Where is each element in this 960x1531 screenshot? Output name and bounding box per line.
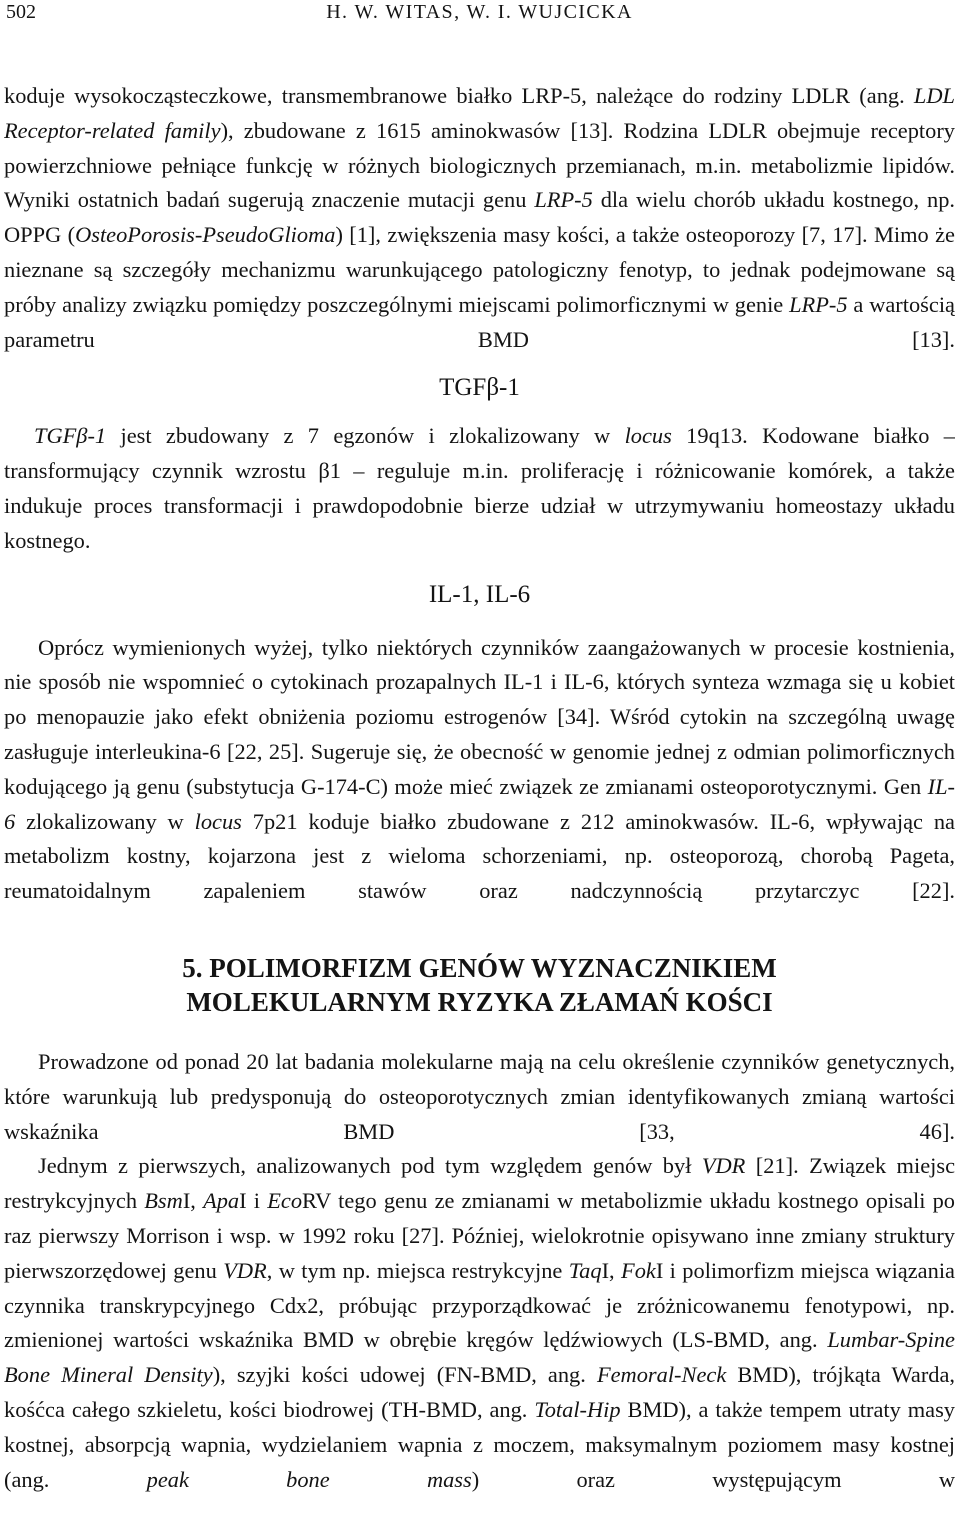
enzyme-name: Taq bbox=[568, 1257, 602, 1283]
term-italic: locus bbox=[194, 808, 242, 834]
gene-name: VDR bbox=[701, 1153, 746, 1179]
section-heading-line-2: MOLEKULARNYM RYZYKA ZŁAMAŃ KOŚCI bbox=[186, 986, 773, 1017]
text-run: koduje wysokocząsteczkowe, transmembranowe białko LRP-5, należące do rodziny LDLR (ang. bbox=[4, 83, 914, 108]
enzyme-name: Eco bbox=[267, 1188, 303, 1214]
text-run: 19q13. Kodowane białko – transformujący czynnik wzrostu β1 – reguluje m.in. proliferację i różnicowanie komórek, a także indukuje proces transformacji i prawdopodobnie bierze udział w utrzymywaniu homeostazy układu kostnego. bbox=[4, 423, 955, 553]
text-run: dla wielu chorób układu kostnego, np. OPPG ( bbox=[4, 187, 955, 248]
gene-name: LRP-5 bbox=[789, 291, 848, 317]
text-run: I i bbox=[239, 1188, 268, 1214]
text-run: jest zbudowany z 7 egzonów i zlokalizowany w bbox=[106, 423, 625, 449]
running-head-authors: H. W. WITAS, W. I. WUJCICKA bbox=[326, 1, 633, 23]
subheading-il: IL-1, IL-6 bbox=[428, 580, 531, 608]
text-run: 7p21 koduje białko zbudowane z 212 aminokwasów. IL-6, wpływając na metabolizm kostny, kojarzona jest z wieloma schorzeniami, np. osteoporozą, chorobą Pageta, reumatoidalnym zapaleniem stawów oraz nadczynnością przytarczyc [22]. bbox=[4, 808, 955, 904]
text-run: ), szyjki kości udowej (FN-BMD, ang. bbox=[212, 1362, 597, 1388]
text-run: BMD), trójkąta Warda, kośćca całego szkieletu, kości biodrowej (TH-BMD, ang. bbox=[4, 1362, 955, 1422]
gene-name: LRP-5 bbox=[534, 187, 593, 213]
term-italic: OsteoPorosis-PseudoGlioma bbox=[75, 222, 336, 248]
paragraph-intro bbox=[4, 1045, 955, 1149]
text-run: [21]. Związek miejsc restrykcyjnych bbox=[4, 1153, 955, 1214]
enzyme-name: Fok bbox=[621, 1257, 656, 1283]
subheading-tgf-beta-1: TGFβ-1 bbox=[439, 374, 520, 402]
term-italic: LDL Receptor-related family bbox=[4, 83, 955, 143]
paragraph-tgf bbox=[4, 419, 955, 558]
document-page bbox=[4, 0, 955, 1531]
body-text bbox=[4, 79, 955, 1497]
term-italic: Femoral-Neck bbox=[596, 1362, 727, 1388]
gene-name: TGFβ-1 bbox=[34, 423, 107, 449]
term-italic: Total-Hip bbox=[534, 1396, 621, 1422]
text-run: BMD), a także tempem utraty masy kostnej, absorpcją wapnia, wydzielaniem wapnia z moczem, maksymalnym poziomem masy kostnej (ang. bbox=[4, 1396, 955, 1492]
text-run: I, bbox=[601, 1257, 622, 1283]
gene-name: VDR bbox=[223, 1257, 267, 1283]
text-run: ) [1], zwiększenia masy kości, a także osteoporozy [7, 17]. Mimo że nieznane są szczegóły mechanizmu warunkującego patologiczny fenotyp, to jednak podejmowane są próby analizy związku pomiędzy poszczególnymi miejscami polimorficznymi w genie bbox=[4, 222, 955, 317]
paragraph-vdr bbox=[4, 1149, 955, 1497]
text-run: , w tym np. miejsca restrykcyjne bbox=[266, 1257, 569, 1283]
paragraph-lrp5 bbox=[4, 79, 955, 357]
paragraph-il bbox=[4, 631, 955, 909]
text-run: Oprócz wymienionych wyżej, tylko niektórych czynników zaangażowanych w procesie kostnienia, nie sposób nie wspomnieć o cytokinach prozapalnych IL-1 i IL-6, których synteza wzmaga się u kobiet po menopauzie jako efekt obniżenia poziomu estrogenów [34]. Wśród cytokin na szczególną uwagę zasługuje interleukina-6 [22, 25]. Sugeruje się, że obecność w genomie jednej z odmian polimorficznych kodującego ją genu (substytucja G-174-C) może mieć związek ze zmianami osteoporotycznymi. Gen bbox=[4, 634, 955, 799]
term-italic: Lumbar-Spine Bone Mineral Density bbox=[4, 1327, 955, 1388]
text-run: ) oraz występującym w bbox=[471, 1466, 955, 1492]
text-run: I i polimorfizm miejsca wiązania czynnika transkrypcyjnego Cdx2, próbując przyporządkować je zróżnicowanemu fenotypowi, np. zmienionej wartości wskaźnika BMD w obrębie kręgów lędźwiowych (LS-BMD, ang. bbox=[4, 1257, 955, 1353]
text-run: Prowadzone od ponad 20 lat badania molekularne mają na celu określenie czynników genetycznych, które warunkują lub predysponują do osteoporotycznych zmian identyfikowanych zmianą wartości wskaźnika BMD [33, 46]. bbox=[4, 1048, 955, 1144]
term-italic: peak bone mass bbox=[146, 1466, 472, 1492]
enzyme-name: Bsm bbox=[144, 1188, 183, 1214]
text-run: Jednym z pierwszych, analizowanych pod tym względem genów był bbox=[38, 1153, 702, 1179]
section-heading-line-1: 5. POLIMORFIZM GENÓW WYZNACZNIKIEM bbox=[182, 952, 777, 983]
page-number: 502 bbox=[6, 1, 36, 23]
text-run: ), zbudowane z 1615 aminokwasów [13]. Rodzina LDLR obejmuje receptory powierzchniowe pełniące funkcję w różnych biologicznych przemianach, m.in. metabolizmie lipidów. Wyniki ostatnich badań sugerują znaczenie mutacji genu bbox=[4, 117, 955, 213]
text-run: RV tego genu ze zmianami w metabolizmie układu kostnego opisali po raz pierwszy Morrison i wsp. w 1992 roku [27]. Później, wielokrotnie opisywano inne zmiany struktury pierwszorzędowej genu bbox=[4, 1188, 955, 1283]
enzyme-name: Apa bbox=[203, 1188, 240, 1214]
text-run: I, bbox=[182, 1188, 204, 1214]
running-header bbox=[4, 0, 955, 29]
text-run: zlokalizowany w bbox=[15, 808, 195, 834]
term-italic: locus bbox=[624, 423, 672, 449]
section-heading bbox=[4, 909, 955, 1045]
text-run: a wartością parametru BMD [13]. bbox=[4, 291, 955, 352]
gene-name: IL-6 bbox=[4, 773, 955, 834]
